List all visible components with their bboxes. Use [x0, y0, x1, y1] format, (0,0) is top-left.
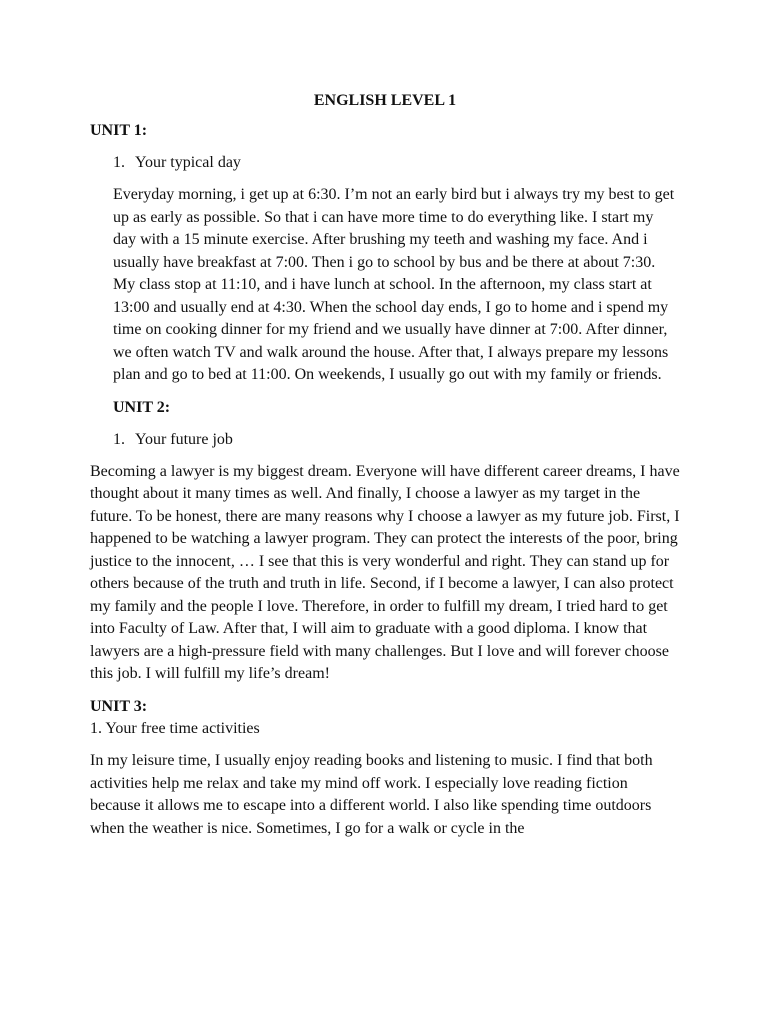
- unit-2-section: [90, 397, 680, 686]
- unit-3-heading: UNIT 3:: [90, 697, 148, 715]
- unit-1-item-text: Your typical day: [135, 154, 241, 171]
- unit-3-paragraph: In my leisure time, I usually enjoy reading books and listening to music. I find that both activities help me relax and take my mind off work. I especially love reading fiction because it allows me to escape into a different world. I also like spending time outdoors when the weather is nice. Sometimes, I go for a walk or cycle in the: [90, 752, 653, 837]
- unit-2-item-text: Your future job: [135, 430, 233, 448]
- document-page: [90, 92, 680, 840]
- unit-2-list-item: [113, 429, 680, 451]
- unit-2-item-number: 1.: [113, 430, 125, 448]
- unit-2-paragraph: Becoming a lawyer is my biggest dream. Everyone will have different career dreams, I have thought about it many times as well. And finally, I choose a lawyer as my target in the future. To be honest, there are many reasons why I choose a lawyer as my future job. First, I happened to be watching a lawyer program. They can protect the interests of the poor, bring justice to the innocent, … I see that this is very wonderful and right. They can stand up for others because of the truth and truth in life. Second, if I become a lawyer, I can also protect my family and the people I love. Therefore, in order to fulfill my dream, I tried hard to get into Faculty of Law. After that, I will aim to graduate with a good diploma. I know that lawyers are a high-pressure field with many challenges. But I love and will forever choose this job. I will fulfill my life’s dream!: [90, 462, 680, 682]
- unit-2-heading: UNIT 2:: [113, 398, 171, 416]
- unit-1-item-number: 1.: [113, 154, 125, 171]
- unit-1-list-item: [113, 152, 680, 174]
- unit-3-item-text: 1. Your free time activities: [90, 719, 260, 737]
- unit-1-paragraph: Everyday morning, i get up at 6:30. I’m not an early bird but i always try my best to get up as early as possible. So that i can have more time to do everything like. I start my day with a 15 minute exercise. After brushing my teeth and washing my face. And i usually have breakfast at 7:00. Then i go to school by bus and be there at about 7:30. My class stop at 11:10, and i have lunch at school. In the afternoon, my class start at 13:00 and usually end at 4:30. When the school day ends, I go to home and i spend my time on cooking dinner for my friend and we usually have dinner at 7:00. After dinner, we often watch TV and walk around the house. After that, I always prepare my lessons plan and go to bed at 11:00. On weekends, I usually go out with my family or friends.: [113, 186, 675, 383]
- unit-1-heading: UNIT 1:: [90, 122, 148, 139]
- unit-1-section: [90, 120, 680, 387]
- document-title: ENGLISH LEVEL 1: [313, 92, 457, 109]
- unit-3-section: [90, 696, 680, 841]
